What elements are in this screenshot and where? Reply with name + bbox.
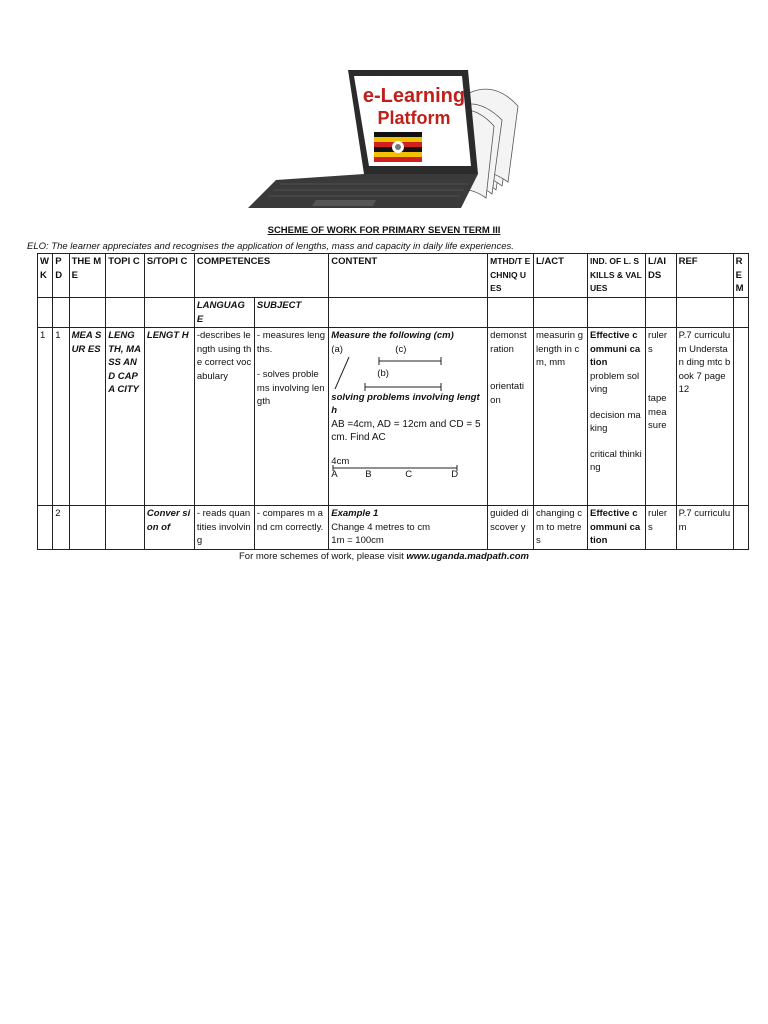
header-competences: COMPETENCES bbox=[194, 254, 328, 298]
e-learning-platform-logo bbox=[246, 62, 522, 218]
header-wk: W K bbox=[38, 254, 53, 298]
number-line-figure bbox=[331, 457, 485, 479]
label-4cm: 4cm bbox=[331, 455, 350, 467]
row2-content-line2: 1m = 100cm bbox=[331, 535, 384, 546]
point-c: C bbox=[405, 468, 413, 480]
header-pd: P D bbox=[53, 254, 69, 298]
row1-subject bbox=[254, 328, 328, 506]
measure-lines-figure bbox=[331, 343, 485, 391]
row1-ind-4: critical thinking bbox=[589, 448, 642, 473]
point-a: A bbox=[331, 468, 338, 480]
row1-content-problem: AB =4cm, AD = 12cm and CD = 5cm. Find AC bbox=[331, 418, 481, 443]
line-segments-diagram bbox=[331, 343, 481, 391]
row1-theme: MEA SUR ES bbox=[69, 328, 106, 506]
row1-method-2: orientati on bbox=[490, 381, 524, 406]
laptop-book-illustration bbox=[246, 62, 522, 218]
row1-laids-1: ruler s bbox=[648, 330, 668, 355]
row1-subject-2: - solves problems involving length bbox=[256, 369, 325, 407]
row1-content bbox=[329, 328, 488, 506]
row2-content-line1: Change 4 metres to cm bbox=[331, 521, 431, 533]
row1-ref: P.7 curriculum Understan ding mtc book 7 page 12 bbox=[676, 328, 733, 506]
subheader-row bbox=[38, 298, 749, 328]
row1-ind-2: problem solving bbox=[589, 370, 640, 395]
header-ind: IND. OF L. SKILLS & VALUES bbox=[587, 254, 645, 298]
footer-text: For more schemes of work, please visit bbox=[239, 551, 407, 562]
header-rem: R E M bbox=[733, 254, 748, 298]
logo-line2: Platform bbox=[377, 108, 451, 128]
header-laids: L/AI DS bbox=[646, 254, 677, 298]
row1-subject-1: - measures lengths. bbox=[256, 330, 326, 355]
row1-subtopic: LENGT H bbox=[144, 328, 194, 506]
point-d: D bbox=[451, 468, 459, 480]
row1-laids bbox=[646, 328, 677, 506]
row1-lact: measurin g length in cm, mm bbox=[534, 328, 588, 506]
subheader-language: LANGUAG E bbox=[194, 298, 254, 328]
row1-laids-2: tape mea sure bbox=[648, 393, 667, 431]
row2-lact: changing cm to metres bbox=[534, 506, 588, 550]
row1-content-heading: Measure the following (cm) bbox=[331, 330, 454, 341]
row1-ind-1: Effective communi cation bbox=[589, 330, 641, 368]
label-c: (c) bbox=[395, 343, 407, 355]
header-subtopic: S/TOPI C bbox=[144, 254, 194, 298]
point-b: B bbox=[365, 468, 372, 480]
row1-ind bbox=[587, 328, 645, 506]
header-theme: THE ME bbox=[69, 254, 106, 298]
row2-ind: Effective communi cation bbox=[587, 506, 645, 550]
row1-pd: 1 bbox=[53, 328, 69, 506]
elo-statement: ELO: The learner appreciates and recognises the application of lengths, mass and capacity in daily life experiences. bbox=[27, 241, 514, 252]
row2-subject: - compares m and cm correctly. bbox=[254, 506, 328, 550]
scheme-of-work-table bbox=[37, 253, 749, 550]
logo-line1: e-Learning bbox=[362, 85, 466, 107]
row2-method: guided discover y bbox=[488, 506, 534, 550]
header-topic: TOPI C bbox=[106, 254, 145, 298]
row2-language: - reads quantities involving bbox=[194, 506, 254, 550]
uganda-flag-icon bbox=[374, 132, 422, 162]
document-title: SCHEME OF WORK FOR PRIMARY SEVEN TERM III bbox=[267, 225, 501, 236]
row2-content-heading: Example 1 bbox=[331, 508, 379, 519]
header-method: MTHD/T ECHNIQ UES bbox=[488, 254, 534, 298]
row1-content-heading2: solving problems involving length bbox=[331, 391, 480, 416]
header-ref: REF bbox=[676, 254, 733, 298]
row1-method-1: demonst ration bbox=[490, 330, 527, 355]
row2-pd: 2 bbox=[53, 506, 69, 550]
row1-topic: LENG TH, MASS AND CAPA CITY bbox=[106, 328, 145, 506]
row2-ref: P.7 curriculum bbox=[676, 506, 733, 550]
table-row bbox=[38, 506, 749, 550]
label-a: (a) bbox=[331, 343, 343, 355]
header-lact: L/ACT bbox=[534, 254, 588, 298]
row1-language: -describes length using the correct vocabulary bbox=[194, 328, 254, 506]
row1-method bbox=[488, 328, 534, 506]
subheader-subject: SUBJECT bbox=[254, 298, 328, 328]
row1-wk: 1 bbox=[38, 328, 53, 506]
header-row bbox=[38, 254, 749, 298]
label-b: (b) bbox=[377, 367, 389, 379]
table-row bbox=[38, 328, 749, 506]
row2-subtopic: Conver sion of bbox=[144, 506, 194, 550]
row2-content bbox=[329, 506, 488, 550]
footer bbox=[0, 551, 768, 562]
header-content: CONTENT bbox=[329, 254, 488, 298]
row2-laids: ruler s bbox=[646, 506, 677, 550]
row1-ind-3: decision making bbox=[589, 409, 641, 434]
footer-link[interactable]: www.uganda.madpath.com bbox=[406, 551, 529, 562]
